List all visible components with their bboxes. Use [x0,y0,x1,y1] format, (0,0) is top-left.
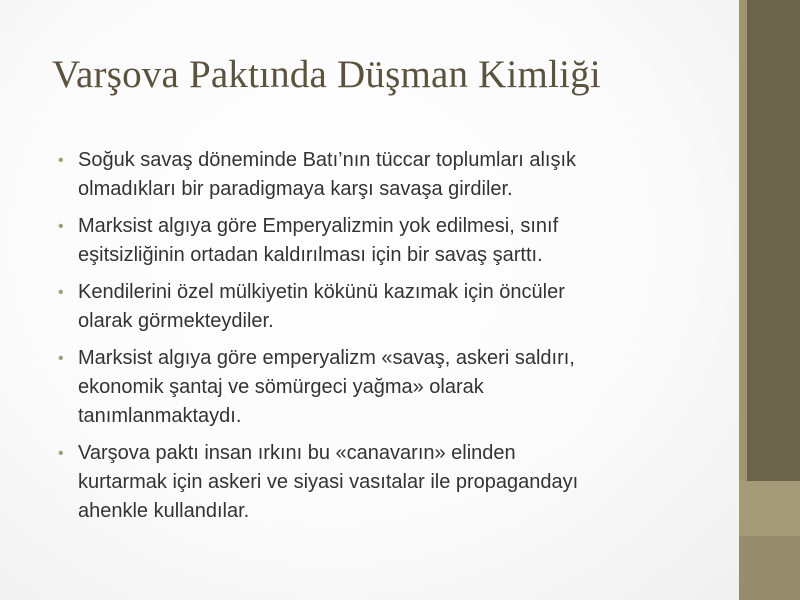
bullet-item [58,278,708,336]
bullet-marker: • [58,218,64,235]
bullet-text: Varşova paktı insan ırkını bu «canavarın» elinden kurtarmak için askeri ve siyasi vasıtalar ile propagandayı ahenkle kullandılar. [78,442,579,522]
bullet-text: Soğuk savaş döneminde Batı’nın tüccar toplumları alışık olmadıkları bir paradigmaya karşı savaşa girdiler. [78,149,577,200]
bullet-marker: • [58,284,64,301]
slide-title: Varşova Paktında Düşman Kimliği [52,53,601,96]
bullet-item [58,212,708,270]
accent-block-lower [739,536,800,600]
bullet-item [58,439,708,526]
bullet-text: Kendilerini özel mülkiyetin kökünü kazımak için öncüler olarak görmekteydiler. [78,281,565,332]
bullet-list [58,146,708,534]
bullet-marker: • [58,350,64,367]
accent-block [739,481,800,536]
bullet-item [58,344,708,431]
bullet-text: Marksist algıya göre emperyalizm «savaş, askeri saldırı, ekonomik şantaj ve sömürgeci yağma» olarak tanımlanmaktaydı. [78,347,575,427]
bullet-text: Marksist algıya göre Emperyalizmin yok edilmesi, sınıf eşitsizliğinin ortadan kaldırılması için bir savaş şarttı. [78,215,559,266]
bullet-marker: • [58,445,64,462]
bullet-marker: • [58,152,64,169]
bullet-item [58,146,708,204]
